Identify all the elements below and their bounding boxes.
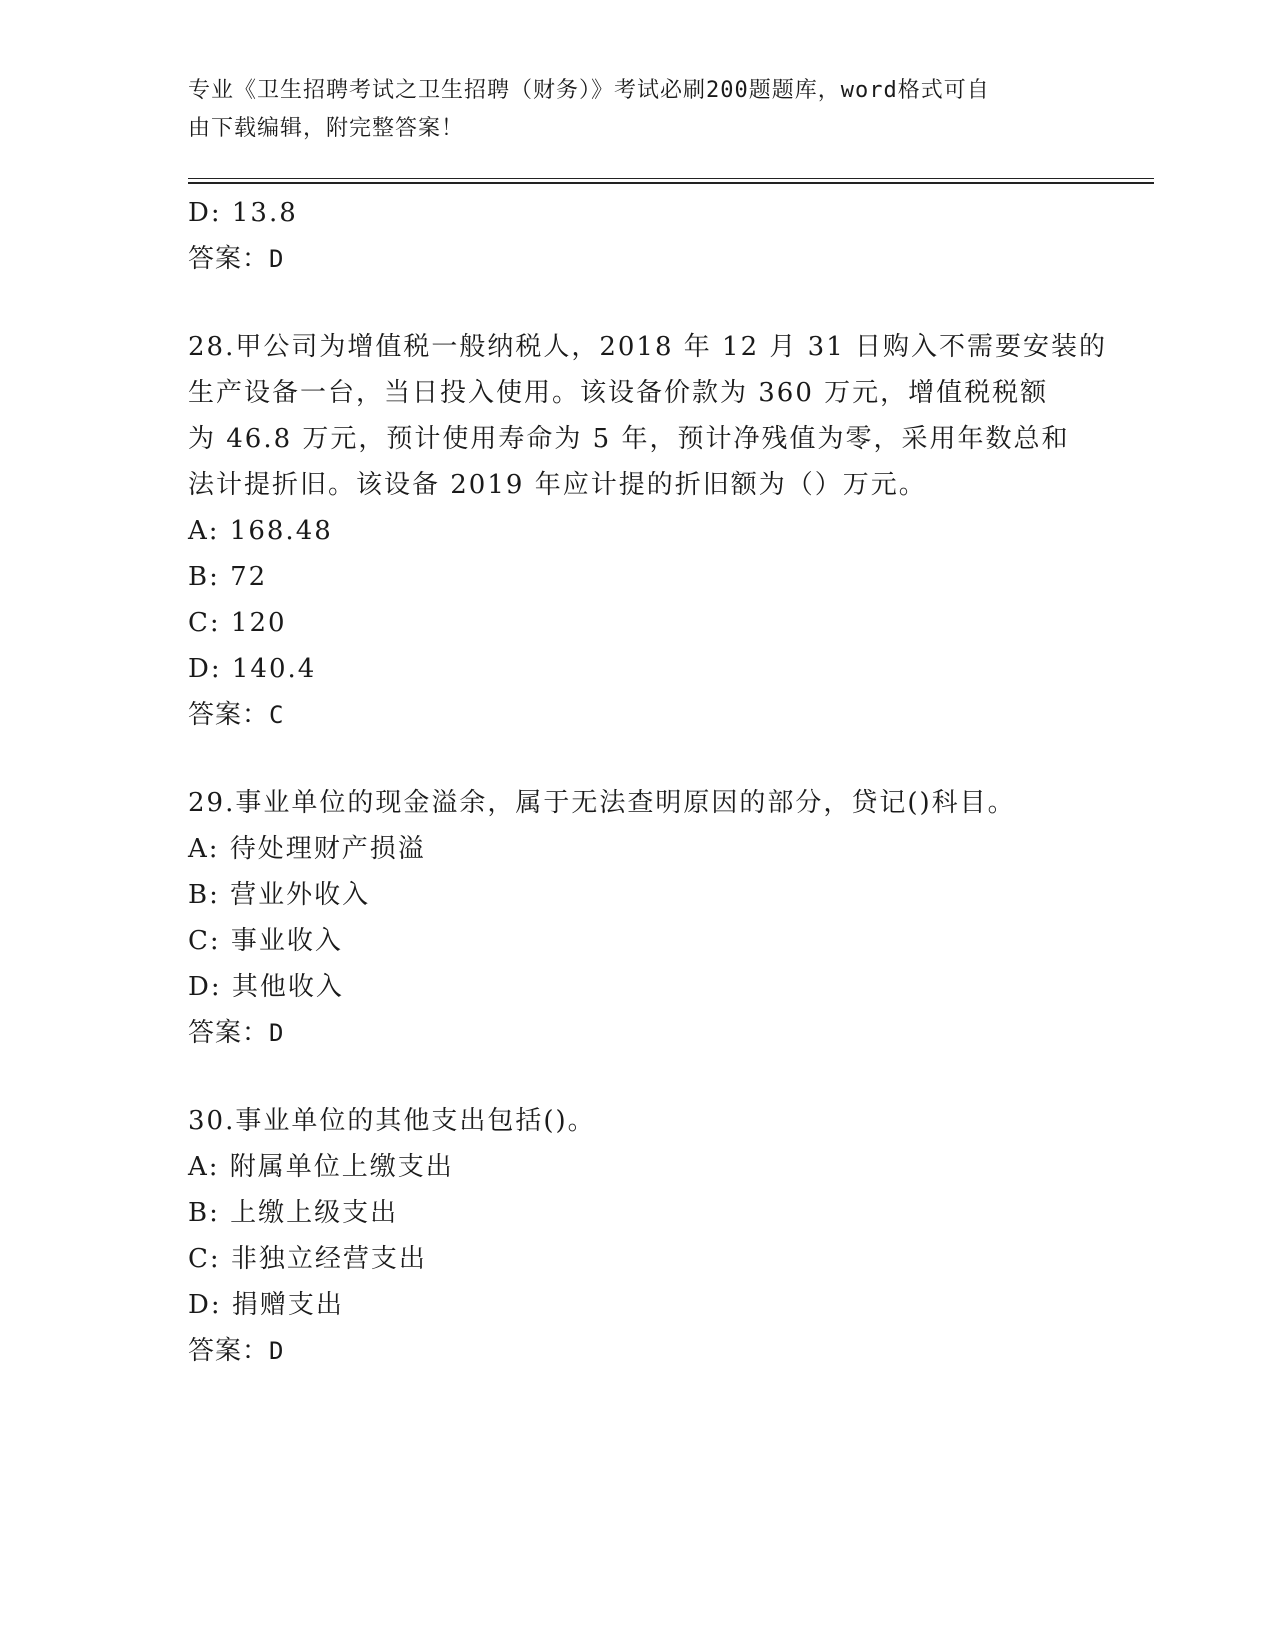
option-b: B: 上缴上级支出 [188,1198,399,1228]
header-line-1: 专业《卫生招聘考试之卫生招聘（财务）》考试必刷200题题库，word格式可自 [188,78,990,103]
header-divider-thick [188,182,1154,184]
question-text-line: 28.甲公司为增值税一般纳税人，2018 年 12 月 31 日购入不需要安装的 [188,332,1108,362]
question-30 [188,1098,1088,1374]
question-28 [188,324,1108,738]
answer-value: D [269,245,285,273]
answer-value: D [269,1019,285,1047]
answer-value: D [269,1337,285,1365]
option-c: C: 事业收入 [188,926,343,956]
question-29 [188,780,1088,1056]
answer-line [188,692,1088,738]
option-d: D: 13.8 [188,198,298,228]
spacer [188,282,1088,324]
previous-question-tail [188,190,1088,282]
spacer [188,738,1088,780]
answer-label: 答案： [188,244,270,274]
header-line-2: 由下载编辑，附完整答案！ [188,116,465,141]
document-header [188,72,1068,148]
option-a: A: 附属单位上缴支出 [188,1152,454,1182]
option-a: A: 168.48 [188,516,333,546]
option-a: A: 待处理财产损溢 [188,834,426,864]
option-c: C: 非独立经营支出 [188,1244,427,1274]
answer-line [188,1328,1088,1374]
answer-line [188,236,1088,282]
answer-label: 答案： [188,700,270,730]
option-d: D: 捐赠支出 [188,1290,344,1320]
question-text-line: 生产设备一台，当日投入使用。该设备价款为 360 万元，增值税税额 [188,378,1049,408]
answer-label: 答案： [188,1336,270,1366]
answer-value: C [269,701,285,729]
question-text-line: 29.事业单位的现金溢余，属于无法查明原因的部分，贷记()科目。 [188,788,1016,818]
answer-line [188,1010,1088,1056]
header-divider-thin [188,178,1154,179]
question-text-line: 30.事业单位的其他支出包括()。 [188,1106,596,1136]
option-b: B: 营业外收入 [188,880,371,910]
question-text-line: 法计提折旧。该设备 2019 年应计提的折旧额为（）万元。 [188,470,927,500]
answer-label: 答案： [188,1018,270,1048]
question-text-line: 为 46.8 万元，预计使用寿命为 5 年，预计净残值为零，采用年数总和 [188,424,1070,454]
option-b: B: 72 [188,562,268,592]
option-c: C: 120 [188,608,287,638]
question-content [188,190,1108,1374]
option-d: D: 140.4 [188,654,317,684]
spacer [188,1056,1088,1098]
option-d: D: 其他收入 [188,972,344,1002]
